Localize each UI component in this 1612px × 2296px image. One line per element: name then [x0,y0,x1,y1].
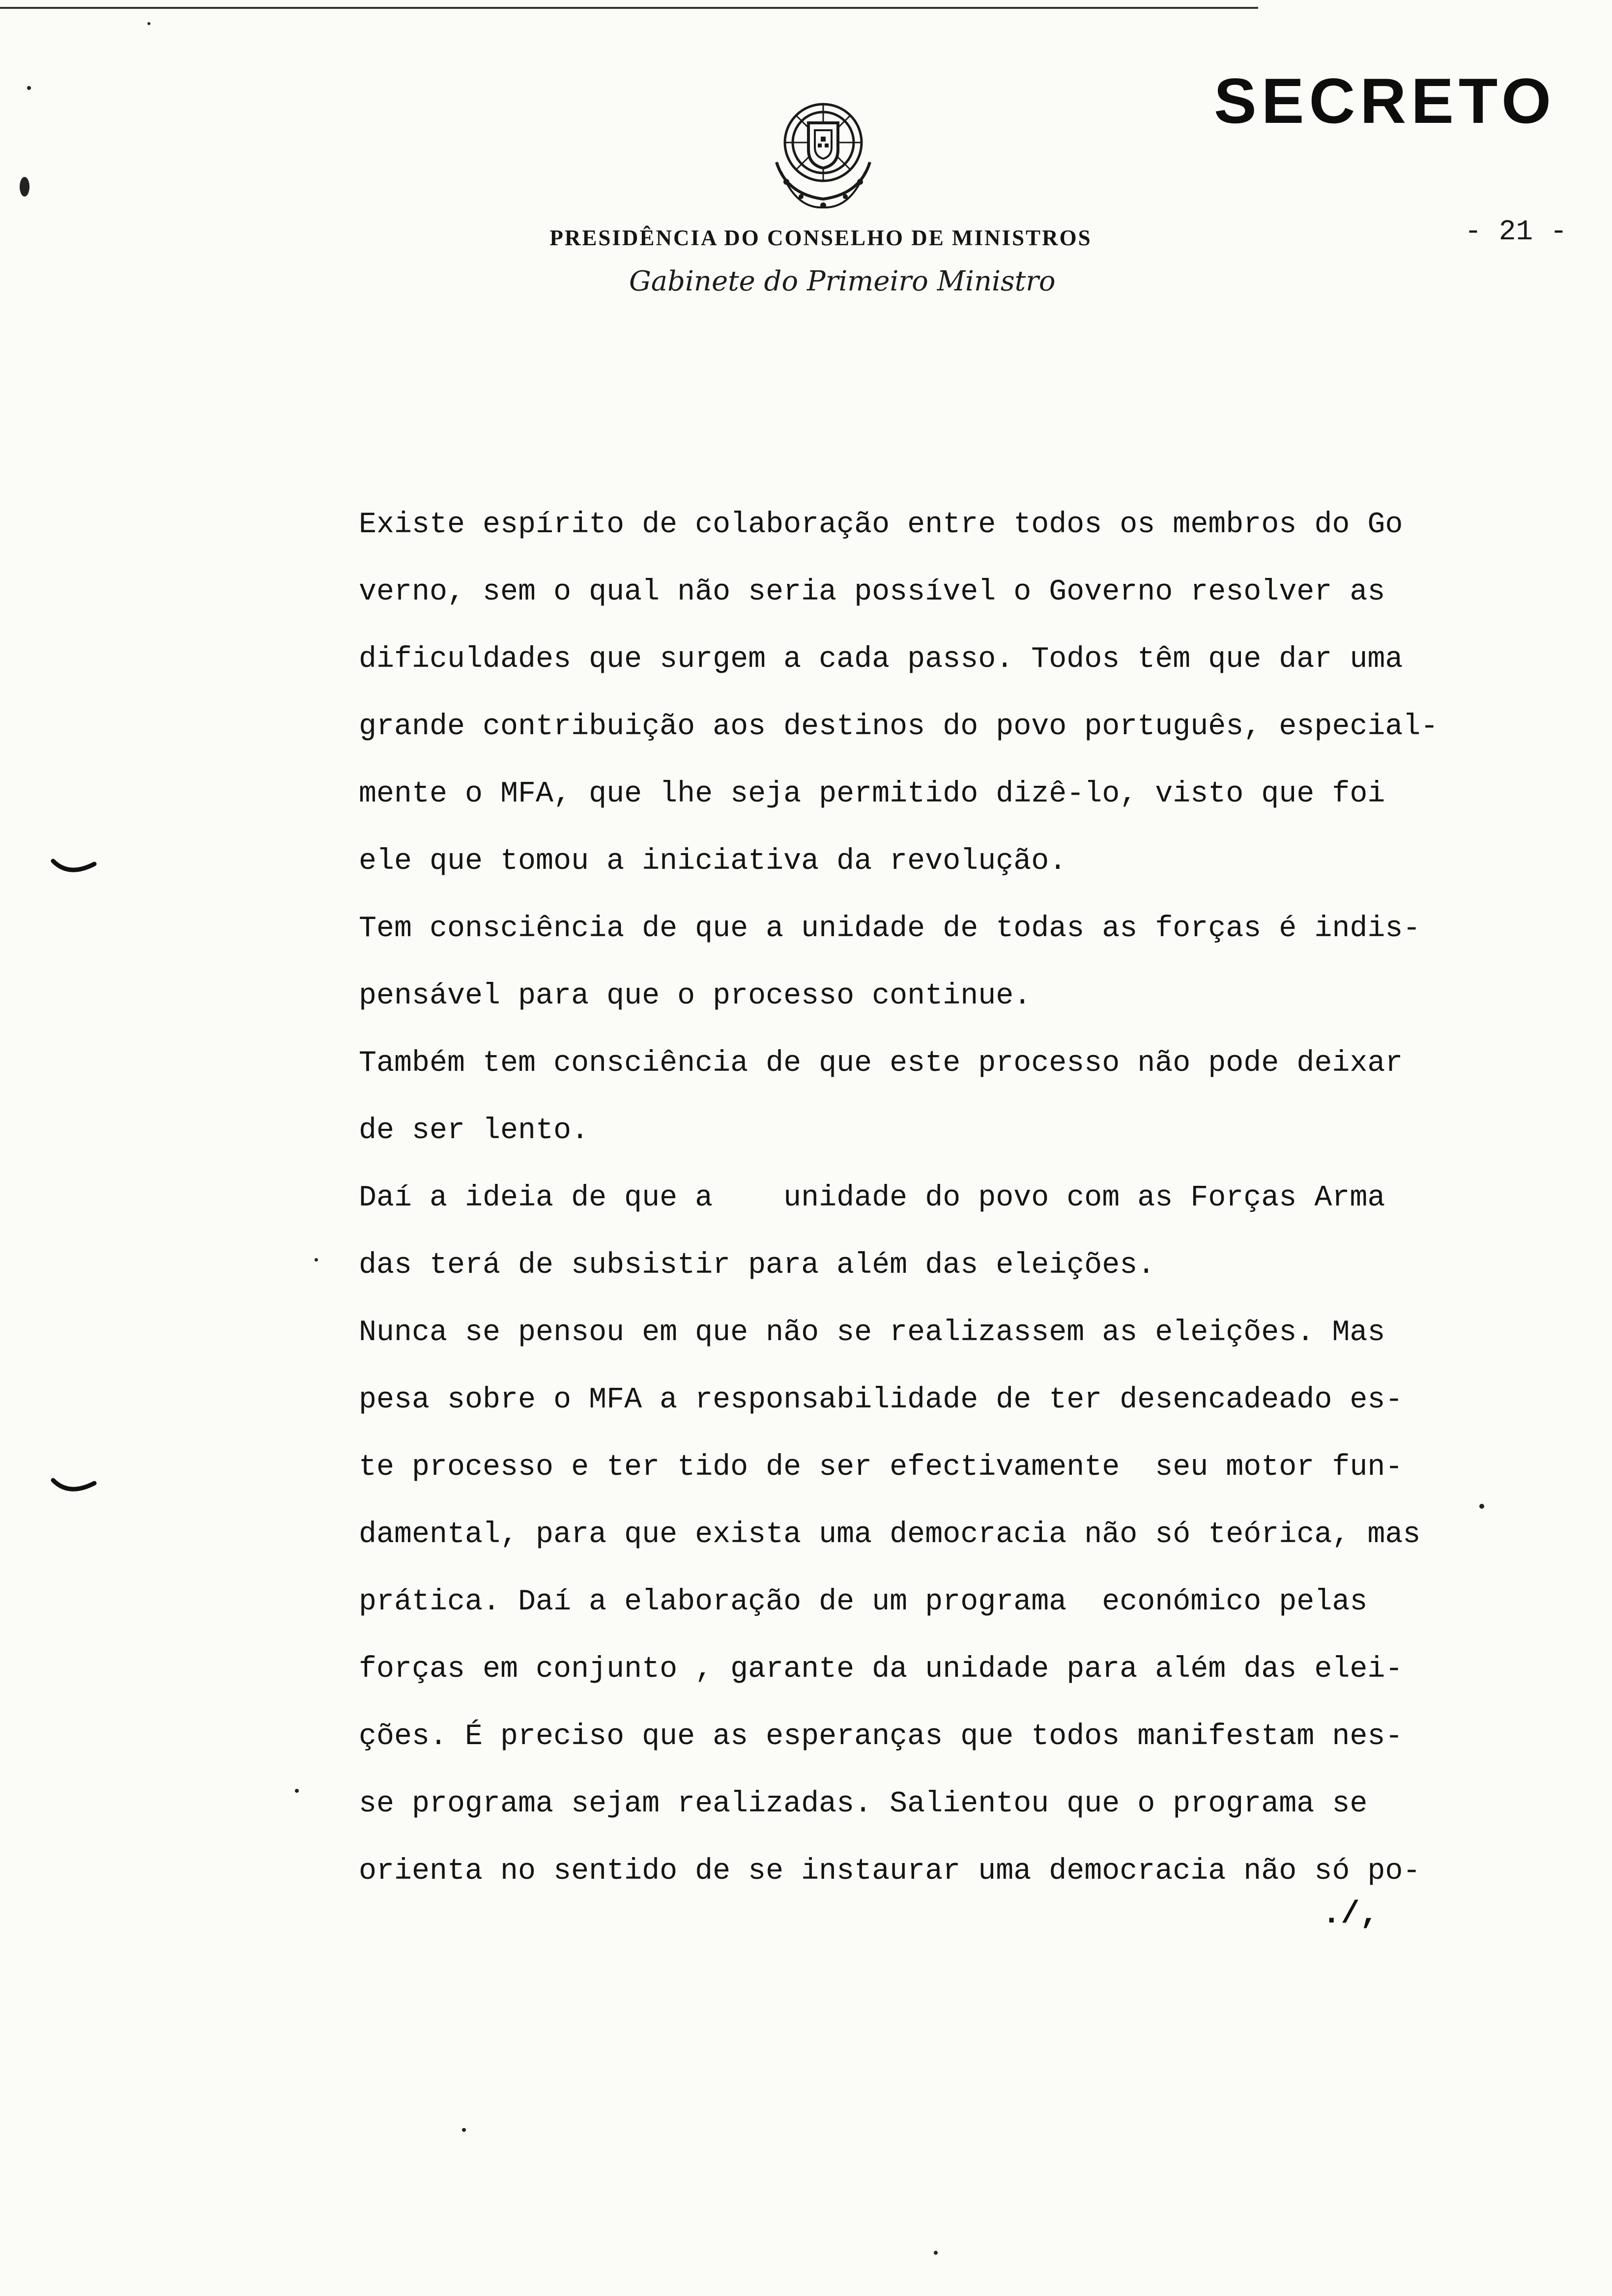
text-line: se programa sejam realizadas. Salientou que o programa se [359,1787,1368,1821]
text-line: dificuldades que surgem a cada passo. Todos têm que dar uma [359,643,1403,676]
text-line: forças em conjunto , garante da unidade para além das elei- [359,1653,1403,1686]
cabinet-subtitle: Gabinete do Primeiro Ministro [629,265,1056,297]
text-line: damental, para que exista uma democracia não só teórica, mas [359,1518,1421,1551]
text-line: prática. Daí a elaboração de um programa económico pelas [359,1585,1368,1619]
text-line: pensável para que o processo continue. [359,979,1032,1013]
continuation-mark: ./, [1322,1897,1379,1932]
text-line: te processo e ter tido de ser efectivamente seu motor fun- [359,1451,1403,1484]
scan-speck [27,86,31,90]
scan-speck [1479,1504,1484,1509]
text-line: mente o MFA, que lhe seja permitido dizê-lo, visto que foi [359,777,1385,811]
text-line: ções. É preciso que as esperanças que todos manifestam nes- [359,1720,1403,1753]
punch-hole-mark [49,855,98,885]
scan-speck [20,177,29,197]
scan-speck [295,1789,299,1793]
scan-speck [462,2128,466,2132]
text-line: Tem consciência de que a unidade de todas as forças é indis- [359,912,1421,946]
top-scan-rule [0,7,1258,9]
text-line: Nunca se pensou em que não se realizassem as eleições. Mas [359,1316,1385,1349]
text-line: ele que tomou a iniciativa da revolução. [359,845,1067,878]
scan-speck [147,22,150,25]
text-line: grande contribuição aos destinos do povo português, especial- [359,710,1439,744]
classification-stamp: SECRETO [1214,65,1556,137]
text-line: Existe espírito de colaboração entre todos os membros do Go [359,508,1403,542]
text-line: pesa sobre o MFA a responsabilidade de ter desencadeado es- [359,1383,1403,1417]
body-text [359,491,1479,1905]
text-line: das terá de subsistir para além das eleições. [359,1249,1155,1282]
scan-speck [934,2251,938,2255]
portuguese-coat-of-arms-icon [767,93,880,216]
page-number: - 21 - [1465,216,1567,248]
punch-hole-mark [49,1474,98,1504]
text-line: verno, sem o qual não seria possível o Governo resolver as [359,575,1385,609]
institution-header: PRESIDÊNCIA DO CONSELHO DE MINISTROS [549,226,1092,250]
text-line: de ser lento. [359,1114,589,1148]
text-line: orienta no sentido de se instaurar uma democracia não só po- [359,1855,1421,1888]
scan-speck [315,1258,318,1262]
text-line: Também tem consciência de que este processo não pode deixar [359,1047,1403,1080]
text-line: Daí a ideia de que a unidade do povo com as Forças Arma [359,1181,1385,1215]
